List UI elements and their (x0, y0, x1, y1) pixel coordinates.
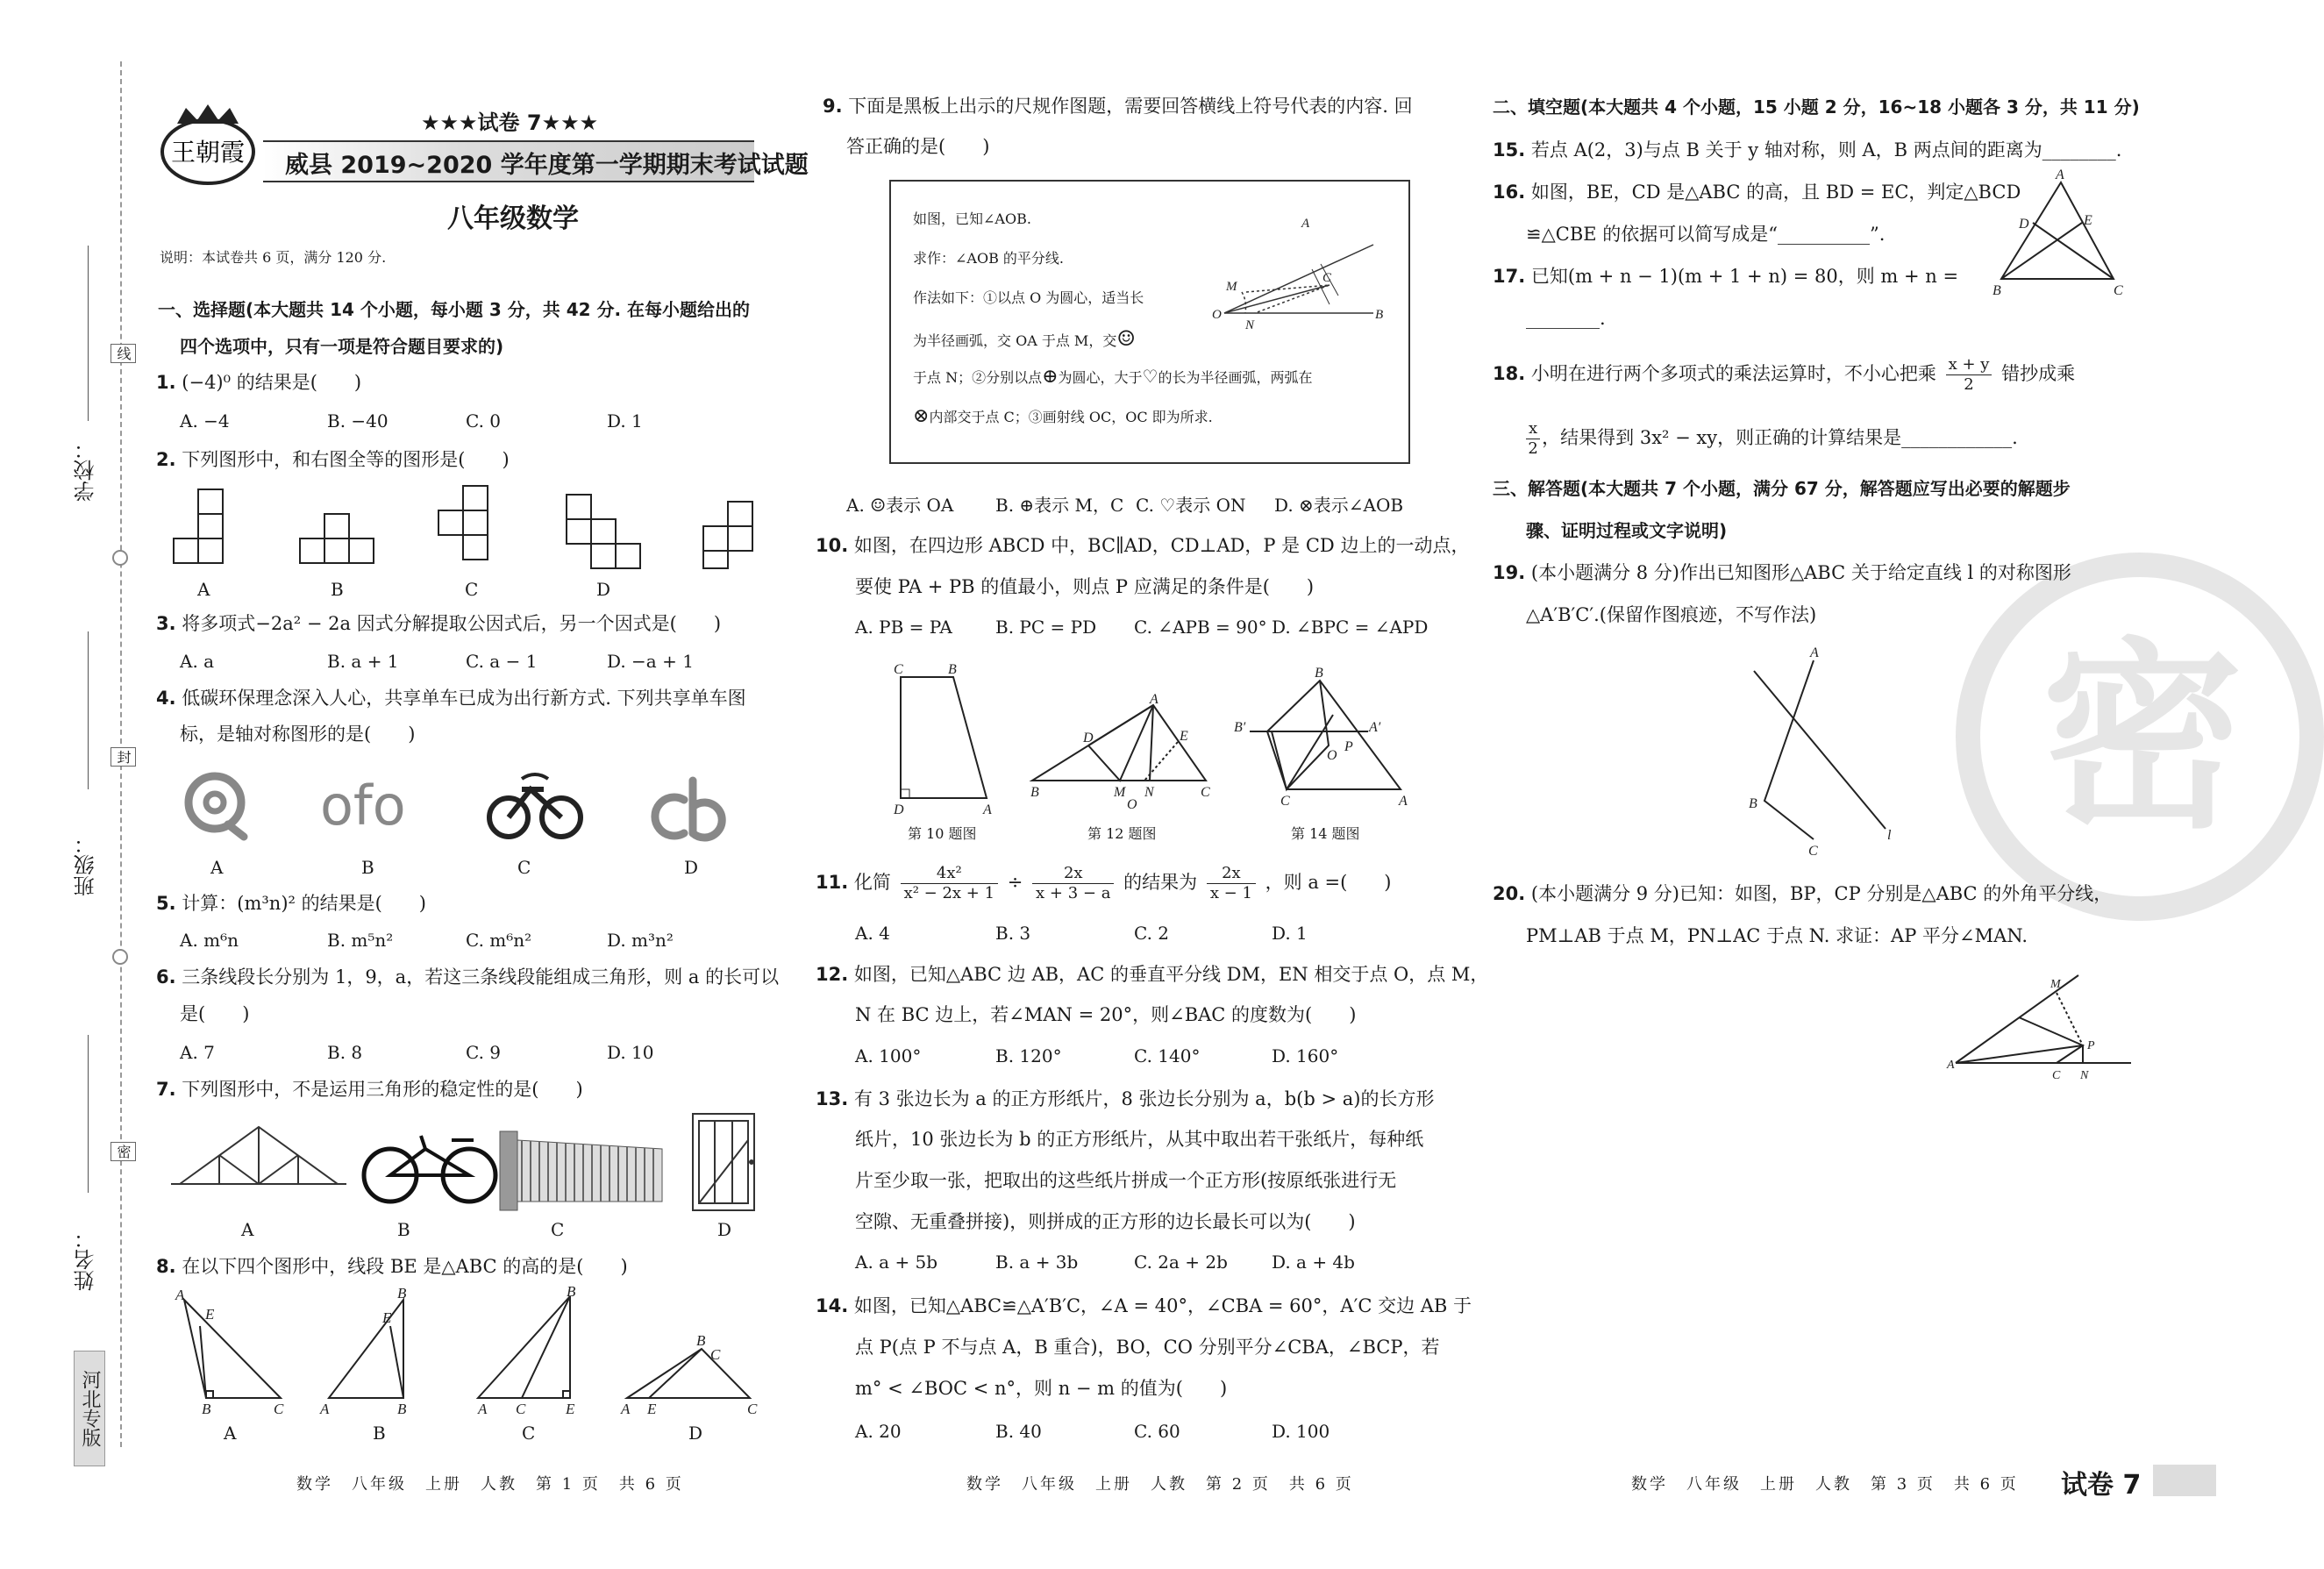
section3-title-2: 骤、证明过程或文字说明) (1526, 520, 1728, 541)
brand-logo (155, 101, 260, 189)
svg-text:A: A (1150, 692, 1158, 707)
svg-text:M: M (1226, 280, 1237, 294)
svg-text:C: C (1322, 271, 1332, 285)
class-line (88, 631, 89, 789)
name-label: 姓名： (74, 1228, 98, 1291)
svg-text:C: C (516, 1401, 526, 1417)
q14-line1: 14. 如图，已知△ABC≌△A′B′C，∠A = 40°，∠CBA = 60°，A′C 交边 AB 于 (816, 1295, 1472, 1316)
q1-opt-d[interactable]: D. 1 (607, 410, 643, 431)
svg-text:B: B (1315, 666, 1323, 681)
footer-page3: 数学 八年级 上册 人教 第 3 页 共 6 页 (1631, 1475, 2019, 1494)
q1-opt-c[interactable]: C. 0 (466, 410, 502, 431)
circle-times-icon: ⊗ (913, 405, 930, 427)
circle-plus-icon: ⊕ (1042, 366, 1059, 388)
seal-mi: 密 (110, 1142, 136, 1161)
svg-text:E: E (205, 1306, 215, 1323)
corner-tag-bar (2153, 1465, 2216, 1496)
q12-opt-a[interactable]: A. 100° (855, 1045, 922, 1066)
svg-text:E: E (2084, 213, 2092, 228)
svg-text:O: O (1327, 748, 1337, 763)
q9-opt-b[interactable]: B. ⊕表示 M，C (995, 495, 1124, 516)
q2-label-c[interactable]: C (465, 579, 479, 600)
q13-opt-a[interactable]: A. a + 5b (855, 1252, 938, 1273)
q2-shape-d (567, 495, 640, 568)
logo-b: ofo (320, 774, 406, 838)
q3: 3. 将多项式−2a² − 2a 因式分解提取公因式后，另一个因式是( ) (156, 613, 722, 634)
svg-text:O: O (1127, 797, 1137, 812)
svg-text:E: E (647, 1401, 657, 1417)
q18-f1-num: x + y (1946, 355, 1993, 375)
q13-line4: 空隙、无重叠拼接)，则拼成的正方形的边长最长可以为( ) (855, 1211, 1356, 1232)
svg-text:A: A (621, 1401, 631, 1417)
q8-fig-b (329, 1300, 403, 1398)
svg-text:A: A (1301, 217, 1310, 231)
heart-icon: ♡ (1142, 366, 1158, 387)
svg-text:B: B (1030, 785, 1039, 800)
q5-opt-b[interactable]: B. m⁵n² (327, 930, 394, 951)
q4-label-c[interactable]: C (517, 857, 531, 878)
section1-title-1: 一、选择题(本大题共 14 个小题，每小题 3 分，共 42 分. 在每小题给出的 (158, 299, 751, 320)
seal-xian: 线 (110, 344, 136, 363)
svg-text:A: A (1810, 645, 1819, 660)
svg-text:E: E (382, 1309, 392, 1326)
q9-opt-c[interactable]: C. ♡表示 ON (1136, 495, 1246, 516)
q8-label-d[interactable]: D (688, 1423, 703, 1444)
svg-text:C: C (747, 1401, 758, 1417)
q9-box-l3: 作法如下：①以点 O 为圆心，适当长 (913, 289, 1144, 306)
q12-opt-d[interactable]: D. 160° (1272, 1045, 1339, 1066)
q19-line2: △A′B′C′.(保留作图痕迹，不写作法) (1526, 604, 1817, 625)
svg-text:N: N (1245, 318, 1255, 332)
svg-text:P: P (1344, 739, 1353, 754)
svg-text:B: B (948, 662, 957, 677)
svg-text:E: E (1180, 729, 1188, 744)
school-line (88, 246, 89, 421)
q6-opt-c[interactable]: C. 9 (466, 1042, 502, 1063)
footer-page2: 数学 八年级 上册 人教 第 2 页 共 6 页 (966, 1475, 1354, 1494)
svg-text:B′: B′ (1234, 720, 1246, 735)
q6-opt-a[interactable]: A. 7 (180, 1042, 215, 1063)
q8-fig-d (627, 1349, 750, 1398)
q11-f2-num: 2x (1032, 864, 1114, 884)
q11-f2-den: x + 3 − a (1036, 884, 1111, 902)
q7-door (693, 1114, 754, 1210)
q20-line1: 20. (本小题满分 9 分)已知：如图，BP，CP 分别是△ABC 的外角平分线， (1493, 883, 2113, 904)
q4-line2: 标，是轴对称图形的是( ) (180, 724, 416, 745)
q9-box-l1: 如图，已知∠AOB. (913, 210, 1031, 227)
svg-text:A: A (320, 1401, 330, 1417)
svg-text:C: C (2114, 283, 2123, 298)
svg-text:B: B (567, 1283, 576, 1300)
q11-f3-num: 2x (1207, 864, 1256, 884)
q2-label-a[interactable]: A (197, 579, 210, 600)
svg-text:C: C (1808, 844, 1818, 859)
logo-a (189, 776, 244, 837)
q7-gate (500, 1131, 662, 1210)
q14-opt-c[interactable]: C. 60 (1134, 1421, 1180, 1442)
q9-opt-a[interactable]: A. ☺表示 OA (846, 495, 954, 516)
svg-text:C: C (710, 1346, 721, 1363)
seal-feng: 封 (110, 747, 136, 767)
q11-opt-d[interactable]: D. 1 (1272, 923, 1308, 944)
binding-hole-2 (112, 949, 128, 965)
q10-opt-c[interactable]: C. ∠APB = 90° (1134, 617, 1267, 638)
q14-line2: 点 P(点 P 不与点 A，B 重合)，BO，CO 分别平分∠CBA，∠BCP，若 (855, 1337, 1440, 1358)
q2-shape-a (174, 489, 223, 563)
q7-label-d[interactable]: D (717, 1219, 732, 1240)
q9-line2: 答正确的是( ) (846, 136, 990, 157)
svg-text:N: N (1144, 785, 1154, 800)
q16-line1: 16. 如图，BE，CD 是△ABC 的高，且 BD = EC，判定△BCD (1493, 182, 2021, 203)
exam-title: 威县 2019~2020 学年度第一学期期末考试试题 (285, 152, 809, 179)
q8-fig-c (478, 1296, 570, 1398)
name-line (88, 1035, 89, 1193)
q12-opt-c[interactable]: C. 140° (1134, 1045, 1201, 1066)
svg-text:B: B (1993, 283, 2001, 298)
svg-text:B: B (202, 1401, 211, 1417)
svg-text:M: M (1114, 785, 1126, 800)
q9-line1: 9. 下面是黑板上出示的尺规作图题，需要回答横线上符号代表的内容. 回 (823, 96, 1413, 117)
q10-line2: 要使 PA + PB 的值最小，则点 P 应满足的条件是( ) (855, 576, 1315, 597)
brand-text: 王朝霞 (170, 138, 246, 167)
q10-line1: 10. 如图，在四边形 ABCD 中，BC∥AD，CD⊥AD，P 是 CD 边上的一动点， (816, 535, 1470, 556)
q6-line2: 是( ) (180, 1003, 250, 1024)
q7: 7. 下列图形中，不是运用三角形的稳定性的是( ) (156, 1079, 583, 1100)
svg-text:B: B (1375, 308, 1384, 322)
svg-text:C: C (2052, 1069, 2061, 1082)
svg-text:B: B (696, 1332, 706, 1349)
q13-line2: 纸片，10 张边长为 b 的正方形纸片，从其中取出若干张纸片，每种纸 (855, 1129, 1424, 1150)
q10-opt-b[interactable]: B. PC = PD (995, 617, 1097, 638)
q8-figures (167, 1283, 781, 1419)
q8-label-b[interactable]: B (373, 1423, 386, 1444)
q8: 8. 在以下四个图形中，线段 BE 是△ABC 的高的是( ) (156, 1256, 628, 1277)
q4-logos (175, 763, 737, 851)
corner-tag: 试卷 7 (2061, 1470, 2142, 1501)
q9-box-l4: 为半径画弧，交 OA 于点 M，交☺ (913, 326, 1136, 351)
svg-text:l: l (1887, 828, 1892, 843)
q16-figure (1991, 167, 2131, 298)
svg-text:P: P (2087, 1039, 2095, 1052)
q3-opt-d[interactable]: D. −a + 1 (607, 651, 694, 672)
q8-fig-a (184, 1300, 281, 1398)
logo-c (489, 774, 581, 837)
q12-line2: N 在 BC 边上，若∠MAN = 20°，则∠BAC 的度数为( ) (855, 1004, 1357, 1025)
svg-text:D: D (2019, 217, 2029, 232)
svg-text:D: D (894, 802, 904, 817)
school-label: 学校： (74, 439, 98, 502)
q8-label-c[interactable]: C (522, 1423, 536, 1444)
q13-line1: 13. 有 3 张边长为 a 的正方形纸片，8 张边长分别为 a，b(b > a)的长方形 (816, 1088, 1435, 1109)
exam-note: 说明：本试卷共 6 页，满分 120 分. (160, 249, 387, 266)
q3-opt-b[interactable]: B. a + 1 (327, 651, 399, 672)
svg-text:B: B (397, 1285, 407, 1302)
svg-text:A: A (175, 1287, 185, 1303)
q2: 2. 下列图形中，和右图全等的图形是( ) (156, 449, 510, 470)
q4-label-b[interactable]: B (361, 857, 374, 878)
q3-opt-a[interactable]: A. a (180, 651, 215, 672)
svg-text:E: E (566, 1401, 575, 1417)
q7-label-c[interactable]: C (551, 1219, 565, 1240)
watermark-text: 密 (2042, 622, 2244, 856)
q2-shape-c (438, 486, 488, 560)
svg-text:C: C (894, 662, 903, 677)
footer-page1: 数学 八年级 上册 人教 第 1 页 共 6 页 (296, 1475, 684, 1494)
q12-opt-b[interactable]: B. 120° (995, 1045, 1062, 1066)
fig12-caption: 第 12 题图 (1087, 825, 1157, 842)
fig10-caption: 第 10 题图 (908, 825, 977, 842)
svg-text:B: B (397, 1401, 407, 1417)
svg-text:A′: A′ (1369, 720, 1381, 735)
q7-label-b[interactable]: B (397, 1219, 410, 1240)
q5-opt-d[interactable]: D. m³n² (607, 930, 674, 951)
figures-10-12-14 (881, 658, 1425, 817)
q6-opt-b[interactable]: B. 8 (327, 1042, 363, 1063)
q14-opt-d[interactable]: D. 100 (1272, 1421, 1330, 1442)
q2-label-b[interactable]: B (331, 579, 344, 600)
fig14 (1250, 681, 1401, 789)
q2-figures (167, 482, 798, 570)
q11-opt-c[interactable]: C. 2 (1134, 923, 1170, 944)
watermark-stamp (1956, 553, 2324, 921)
fig14-caption: 第 14 题图 (1291, 825, 1360, 842)
q14-opt-a[interactable]: A. 20 (855, 1421, 902, 1442)
q13-opt-d[interactable]: D. a + 4b (1272, 1252, 1355, 1273)
binding-hole-1 (112, 550, 128, 566)
q11-f3-den: x − 1 (1209, 884, 1252, 902)
svg-text:A: A (478, 1401, 488, 1417)
q13-line3: 片至少取一张，把取出的这些纸片拼成一个正方形(按原纸张进行无 (855, 1170, 1397, 1191)
q18-f2-num: x (1526, 419, 1540, 439)
svg-text:A: A (1947, 1059, 1955, 1072)
q5-opt-c[interactable]: C. m⁶n² (466, 930, 532, 951)
q17-line2: ________. (1526, 308, 1606, 329)
q11-f1-den: x² − 2x + 1 (903, 884, 995, 902)
q15: 15. 若点 A(2，3)与点 B 关于 y 轴对称，则 A，B 两点间的距离为________. (1493, 139, 2122, 160)
edition-badge: 河北专版 (74, 1351, 105, 1466)
q6-opt-d[interactable]: D. 10 (607, 1042, 654, 1063)
q7-bicycle (364, 1136, 495, 1202)
q1-opt-a[interactable]: A. −4 (180, 410, 230, 431)
q10-opt-d[interactable]: D. ∠BPC = ∠APD (1272, 617, 1429, 638)
q11-opt-b[interactable]: B. 3 (995, 923, 1031, 944)
q2-shape-ref (703, 502, 752, 568)
q8-label-a[interactable]: A (224, 1423, 237, 1444)
svg-text:M: M (2050, 978, 2061, 991)
q9-box-l5: 于点 N；②分别以点⊕为圆心，大于♡的长为半径画弧，两弧在 (913, 366, 1313, 388)
q20-line2: PM⊥AB 于点 M，PN⊥AC 于点 N. 求证：AP 平分∠MAN. (1526, 925, 2028, 946)
q4-label-d[interactable]: D (684, 857, 699, 878)
q7-truss (171, 1127, 346, 1184)
q16-line2: ≌△CBE 的依据可以简写成是“__________”. (1526, 224, 1886, 245)
q18-line2: $\frac{x}{2}$ ，结果得到 3x² − xy，则正确的计算结果是____________. (1526, 419, 2018, 459)
q17-line1: 17. 已知(m + n − 1)(m + 1 + n) = 80，则 m + n = (1493, 266, 1959, 287)
q10-opt-a[interactable]: A. PB = PA (855, 617, 952, 638)
section2-title: 二、填空题(本大题共 4 个小题，15 小题 2 分，16~18 小题各 3 分，共 11 分) (1493, 96, 2140, 118)
q4-label-a[interactable]: A (210, 857, 224, 878)
q9-box-l2: 求作：∠AOB 的平分线. (913, 250, 1065, 267)
q1-opt-b[interactable]: B. −40 (327, 410, 389, 431)
q19-figure (1736, 645, 1912, 864)
svg-text:A: A (983, 802, 992, 817)
svg-text:A: A (2056, 168, 2064, 182)
q2-label-d[interactable]: D (596, 579, 611, 600)
q18-f1-den: 2 (1964, 375, 1974, 394)
q1: 1. (−4)⁰ 的结果是( ) (156, 372, 362, 393)
q5: 5. 计算：(m³n)² 的结果是( ) (156, 893, 427, 914)
q9-opt-d[interactable]: D. ⊗表示∠AOB (1274, 495, 1404, 516)
q13-opt-b[interactable]: B. a + 3b (995, 1252, 1079, 1273)
q9-box-l6: ⊗内部交于点 C；③画射线 OC，OC 即为所求. (913, 405, 1213, 427)
smiley-icon: ☺ (1116, 326, 1136, 351)
q13-opt-c[interactable]: C. 2a + 2b (1134, 1252, 1228, 1273)
q14-line3: m° < ∠BOC < n°，则 n − m 的值为( ) (855, 1378, 1228, 1399)
svg-text:C: C (1201, 785, 1210, 800)
q11: 11. 化简 $\frac{\text{4x²}}{\text{x² − 2x + 1}}$ ÷ $\frac{2x}{x + 3 - a}$ 的结果为 $\frac{2x}{x - 1}$ ，则 a =( ) (816, 864, 1392, 902)
q2-shape-b (300, 514, 374, 563)
svg-text:N: N (2080, 1069, 2089, 1082)
class-label: 班级： (74, 833, 98, 896)
svg-text:C: C (1280, 794, 1290, 809)
q7-figures (171, 1114, 785, 1219)
logo-d (655, 781, 722, 838)
section1-title-2: 四个选项中，只有一项是符合题目要求的) (180, 336, 504, 357)
binding-strip (0, 0, 149, 1569)
svg-text:B: B (1749, 796, 1757, 811)
exam-subtitle: 八年级数学 (447, 203, 579, 234)
q11-f1-num: 4x² (901, 864, 998, 884)
q18-f2-den: 2 (1528, 439, 1538, 458)
q3-opt-c[interactable]: C. a − 1 (466, 651, 538, 672)
q20-figure (1947, 965, 2135, 1083)
svg-text:C: C (274, 1401, 284, 1417)
q19-line1: 19. (本小题满分 8 分)作出已知图形△ABC 关于给定直线 l 的对称图形 (1493, 562, 2071, 583)
svg-text:A: A (1399, 794, 1408, 809)
q6-line1: 6. 三条线段长分别为 1，9，a，若这三条线段能组成三角形，则 a 的长可以 (156, 966, 780, 988)
svg-text:O: O (1212, 308, 1222, 322)
q9-blackboard (889, 180, 1410, 464)
q18-line1: 18. 小明在进行两个多项式的乘法运算时，不小心把乘 $\frac{x + y}{2}$ 错抄成乘 (1493, 355, 2076, 394)
q5-opt-a[interactable]: A. m⁶n (180, 930, 239, 951)
q12-line1: 12. 如图，已知△ABC 边 AB，AC 的垂直平分线 DM，EN 相交于点 O，点 M， (816, 964, 1489, 985)
q11-opt-a[interactable]: A. 4 (855, 923, 890, 944)
fig10 (901, 677, 987, 798)
q9-angle-figure (1207, 208, 1400, 339)
paper-tag: ★★★试卷 7★★★ (421, 111, 599, 135)
q7-label-a[interactable]: A (241, 1219, 254, 1240)
svg-text:D: D (1083, 731, 1094, 745)
section3-title-1: 三、解答题(本大题共 7 个小题，满分 67 分，解答题应写出必要的解题步 (1493, 478, 2071, 499)
q14-opt-b[interactable]: B. 40 (995, 1421, 1042, 1442)
q4-line1: 4. 低碳环保理念深入人心，共享单车已成为出行新方式. 下列共享单车图 (156, 688, 746, 709)
